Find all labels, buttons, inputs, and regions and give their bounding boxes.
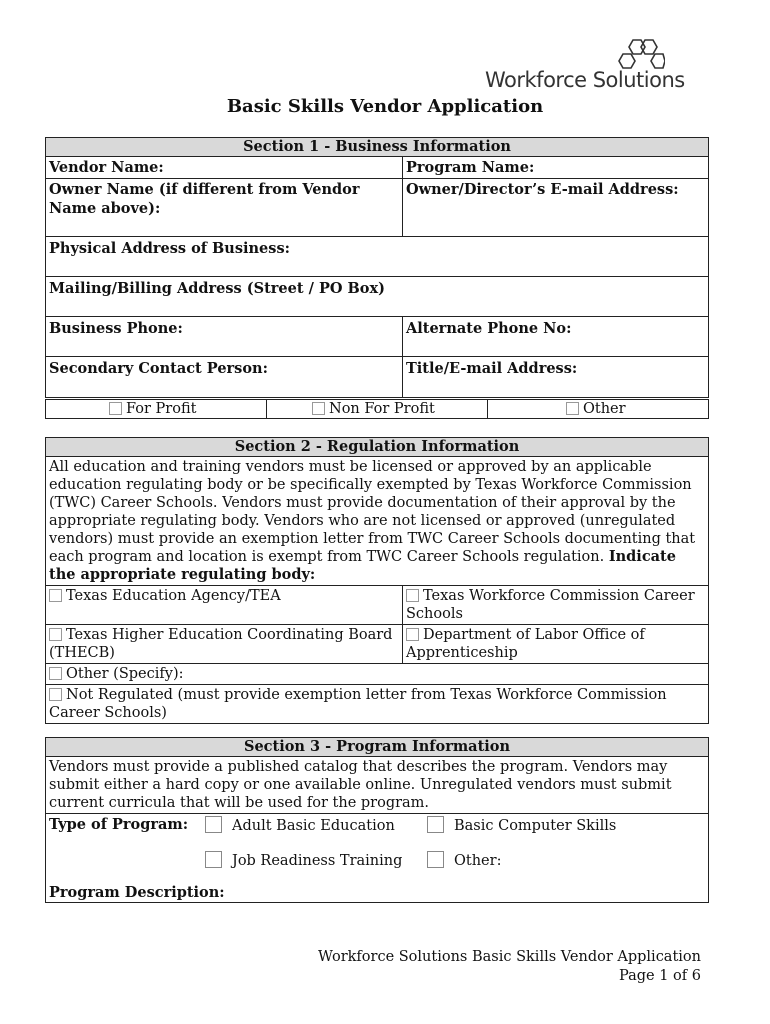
- tea-option[interactable]: Texas Education Agency/TEA: [46, 586, 403, 624]
- thecb-option[interactable]: Texas Higher Education Coordinating Board (THECB): [46, 625, 403, 663]
- owner-email-field[interactable]: Owner/Director’s E-mail Address:: [406, 181, 679, 198]
- mailing-address-field[interactable]: Mailing/Billing Address (Street / PO Box): [49, 280, 385, 297]
- footer-page-number: Page 1 of 6: [619, 968, 701, 984]
- other-regulator-option[interactable]: Other (Specify):: [46, 664, 708, 684]
- logo-text: Workforce Solutions: [485, 68, 685, 92]
- twc-option[interactable]: Texas Workforce Commission Career Schools: [406, 588, 695, 622]
- dol-checkbox[interactable]: [406, 628, 419, 641]
- section-2-heading: Section 2 - Regulation Information: [46, 438, 708, 457]
- section-3-program-information: [45, 737, 709, 903]
- adult-basic-education-option[interactable]: Adult Basic Education: [205, 816, 395, 834]
- title-email-field[interactable]: Title/E-mail Address:: [406, 360, 578, 377]
- adult-basic-education-checkbox[interactable]: [205, 816, 222, 833]
- non-for-profit-checkbox[interactable]: [312, 402, 325, 415]
- not-regulated-checkbox[interactable]: [49, 688, 62, 701]
- type-of-program-label: Type of Program:: [49, 816, 189, 833]
- other-type-option[interactable]: Other: [488, 400, 708, 418]
- program-intro: Vendors must provide a published catalog that describes the program. Vendors may submit either a hard copy or one available online. Unregulated vendors must submit current curricula that will be used for the program.: [49, 759, 672, 811]
- section-1-business-information: [45, 137, 709, 398]
- other-regulator-checkbox[interactable]: [49, 667, 62, 680]
- job-readiness-training-checkbox[interactable]: [205, 851, 222, 868]
- thecb-checkbox[interactable]: [49, 628, 62, 641]
- vendor-name-field[interactable]: Vendor Name:: [46, 157, 403, 178]
- not-regulated-option[interactable]: Not Regulated (must provide exemption letter from Texas Workforce Commission Career Schools): [49, 687, 667, 721]
- program-description-label[interactable]: Program Description:: [49, 884, 225, 901]
- page-footer: [318, 948, 701, 986]
- secondary-contact-field[interactable]: Secondary Contact Person:: [46, 357, 403, 397]
- job-readiness-training-option[interactable]: Job Readiness Training: [205, 851, 402, 869]
- physical-address-field[interactable]: Physical Address of Business:: [49, 240, 290, 257]
- business-type-row: [45, 399, 709, 419]
- other-program-checkbox[interactable]: [427, 851, 444, 868]
- dol-option[interactable]: Department of Labor Office of Apprenticeship: [406, 627, 645, 661]
- section-3-heading: Section 3 - Program Information: [46, 738, 708, 757]
- other-program-option[interactable]: Other:: [427, 851, 501, 869]
- for-profit-checkbox[interactable]: [109, 402, 122, 415]
- footer-doc-name: Workforce Solutions Basic Skills Vendor Application: [318, 949, 701, 965]
- twc-checkbox[interactable]: [406, 589, 419, 602]
- non-for-profit-option[interactable]: Non For Profit: [267, 400, 488, 418]
- program-name-field[interactable]: Program Name:: [406, 159, 535, 176]
- regulation-instruction: Indicate the appropriate regulating body:: [49, 548, 676, 583]
- for-profit-option[interactable]: For Profit: [46, 400, 267, 418]
- section-1-heading: Section 1 - Business Information: [46, 138, 708, 157]
- other-type-checkbox[interactable]: [566, 402, 579, 415]
- workforce-solutions-logo: [485, 38, 705, 94]
- tea-checkbox[interactable]: [49, 589, 62, 602]
- section-2-regulation-information: [45, 437, 709, 724]
- regulation-intro: All education and training vendors must be licensed or approved by an applicable education regulating body or be specifically exempted by Texas Workforce Commission (TWC) Career Schools. Vendors must provide documentation of their approval by the appropriate regulating body. Vendors who are not licensed or approved (unregulated vendors) must provide an exemption letter from TWC Career Schools documenting that each program and location is exempt from TWC Career Schools regulation. Indicate the appropriate regulating body:: [49, 459, 696, 583]
- alternate-phone-field[interactable]: Alternate Phone No:: [406, 320, 572, 337]
- hexagon-cluster-icon: [617, 38, 665, 72]
- basic-computer-skills-option[interactable]: Basic Computer Skills: [427, 816, 616, 834]
- owner-name-field[interactable]: Owner Name (if different from Vendor Name above):: [46, 179, 403, 236]
- business-phone-field[interactable]: Business Phone:: [46, 317, 403, 356]
- document-title: Basic Skills Vendor Application: [226, 96, 544, 117]
- basic-computer-skills-checkbox[interactable]: [427, 816, 444, 833]
